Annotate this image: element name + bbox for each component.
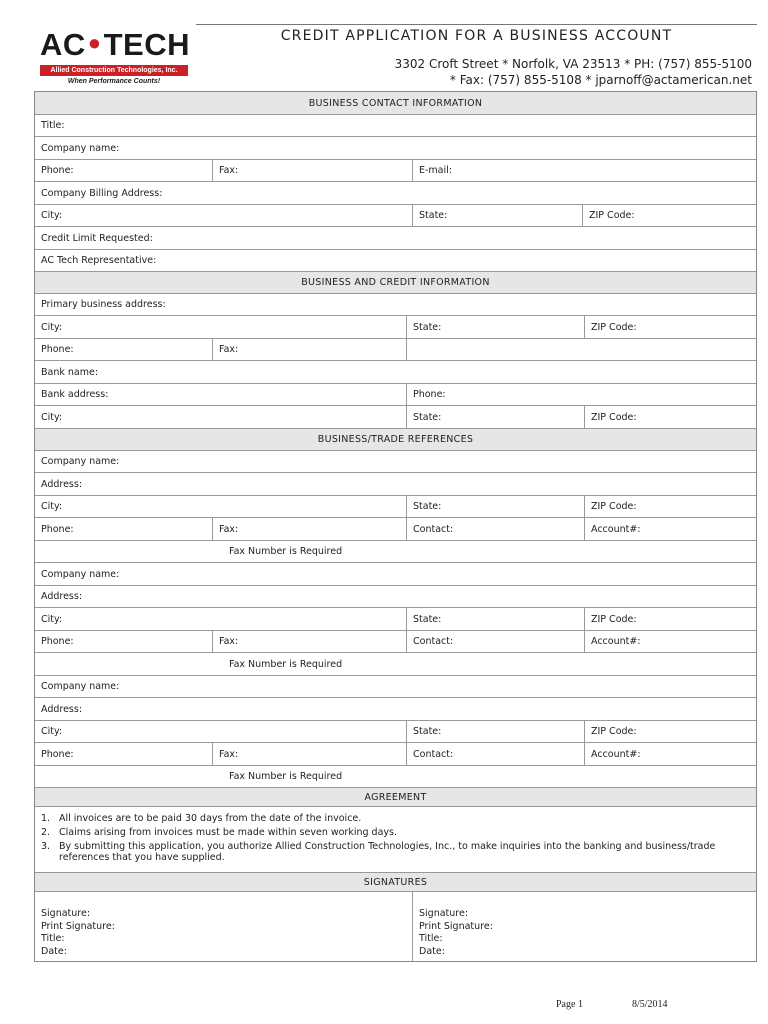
ref-zip-field[interactable]: ZIP Code: bbox=[584, 608, 756, 630]
section-header-row bbox=[35, 92, 756, 114]
bank-name-field[interactable]: Bank name: bbox=[41, 366, 99, 378]
section-heading-agreement: AGREEMENT bbox=[35, 788, 756, 806]
city-field[interactable]: City: bbox=[41, 210, 63, 221]
form-row bbox=[35, 742, 756, 765]
agreement-item bbox=[41, 841, 750, 863]
footer-date: 8/5/2014 bbox=[632, 999, 668, 1010]
form-row bbox=[35, 517, 756, 540]
form-row bbox=[35, 765, 756, 787]
ref-account-field[interactable]: Account#: bbox=[584, 631, 756, 652]
ref-company-field[interactable]: Company name: bbox=[41, 568, 120, 580]
ref-fax-field[interactable]: Fax: bbox=[212, 743, 406, 765]
form-row bbox=[35, 293, 756, 315]
ref-fax-field[interactable]: Fax: bbox=[212, 631, 406, 652]
zip-field[interactable]: ZIP Code: bbox=[584, 316, 756, 338]
form-row bbox=[35, 383, 756, 405]
section-heading-contact: BUSINESS CONTACT INFORMATION bbox=[35, 92, 756, 114]
address-line-2: * Fax: (757) 855-5108 * jparnoff@actamerican.net bbox=[449, 73, 752, 87]
form-row bbox=[35, 114, 756, 136]
state-field[interactable]: State: bbox=[406, 316, 584, 338]
logo-dot-icon: ● bbox=[87, 30, 102, 55]
phone-field[interactable]: Phone: bbox=[41, 165, 74, 176]
agreement-terms bbox=[35, 806, 756, 872]
form-row bbox=[35, 181, 756, 204]
form-row bbox=[35, 450, 756, 472]
bank-zip-field[interactable]: ZIP Code: bbox=[584, 406, 756, 428]
agreement-item-number: 1. bbox=[41, 813, 51, 824]
section-heading-signatures: SIGNATURES bbox=[35, 873, 756, 891]
section-header-row bbox=[35, 271, 756, 293]
logo-wordmark bbox=[40, 27, 192, 63]
ref-phone-field[interactable]: Phone: bbox=[41, 636, 74, 647]
title-label: Title: bbox=[419, 933, 443, 944]
title-label: Title: bbox=[41, 933, 65, 944]
section-heading-references: BUSINESS/TRADE REFERENCES bbox=[35, 429, 756, 450]
logo-ac: AC bbox=[40, 27, 86, 62]
ref-account-field[interactable]: Account#: bbox=[584, 743, 756, 765]
fax-field[interactable]: Fax: bbox=[212, 339, 406, 360]
logo-tagline: When Performance Counts! bbox=[67, 78, 161, 85]
city-field[interactable]: City: bbox=[41, 321, 63, 333]
signature-block-right[interactable] bbox=[412, 892, 756, 961]
fax-required-note: Fax Number is Required bbox=[229, 546, 343, 557]
ref-phone-field[interactable]: Phone: bbox=[41, 748, 74, 760]
state-field[interactable]: State: bbox=[412, 205, 582, 226]
email-field[interactable]: E-mail: bbox=[412, 160, 756, 181]
agreement-item-number: 3. bbox=[41, 841, 51, 852]
logo-company-banner: Allied Construction Technologies, Inc. bbox=[40, 65, 188, 76]
ref-address-field[interactable]: Address: bbox=[41, 591, 83, 602]
company-logo bbox=[40, 27, 192, 88]
print-signature-label: Print Signature: bbox=[419, 920, 493, 932]
credit-limit-field[interactable]: Credit Limit Requested: bbox=[41, 232, 153, 244]
logo-tech: TECH bbox=[103, 27, 190, 62]
section-heading-credit: BUSINESS AND CREDIT INFORMATION bbox=[35, 272, 756, 293]
form-row bbox=[35, 720, 756, 742]
form-row bbox=[35, 315, 756, 338]
ref-company-field[interactable]: Company name: bbox=[41, 456, 120, 467]
form-row bbox=[35, 338, 756, 360]
form-row bbox=[35, 159, 756, 181]
phone-field[interactable]: Phone: bbox=[41, 344, 74, 355]
form-row bbox=[35, 585, 756, 607]
signature-label: Signature: bbox=[41, 908, 91, 919]
ref-city-field[interactable]: City: bbox=[41, 501, 63, 512]
ref-zip-field[interactable]: ZIP Code: bbox=[584, 721, 756, 742]
form-row bbox=[35, 405, 756, 428]
ref-account-field[interactable]: Account#: bbox=[584, 518, 756, 540]
form-row bbox=[35, 495, 756, 517]
blank-field bbox=[406, 339, 756, 360]
bank-city-field[interactable]: City: bbox=[41, 411, 63, 423]
ref-state-field[interactable]: State: bbox=[406, 608, 584, 630]
agreement-item-number: 2. bbox=[41, 827, 51, 838]
fax-required-note: Fax Number is Required bbox=[229, 658, 343, 670]
ref-address-field[interactable]: Address: bbox=[41, 478, 83, 490]
credit-application-form bbox=[34, 91, 757, 962]
ref-contact-field[interactable]: Contact: bbox=[406, 631, 584, 652]
date-label: Date: bbox=[419, 945, 445, 957]
signature-block-left[interactable] bbox=[35, 892, 412, 961]
form-row bbox=[35, 204, 756, 226]
bank-phone-field[interactable]: Phone: bbox=[406, 384, 756, 405]
form-row bbox=[35, 630, 756, 652]
ref-contact-field[interactable]: Contact: bbox=[406, 518, 584, 540]
fax-required-note: Fax Number is Required bbox=[229, 771, 343, 782]
ref-address-field[interactable]: Address: bbox=[41, 703, 83, 715]
form-row bbox=[35, 652, 756, 675]
billing-address-field[interactable]: Company Billing Address: bbox=[41, 187, 163, 199]
page-number: Page 1 bbox=[556, 999, 583, 1010]
section-header-row bbox=[35, 428, 756, 450]
ref-city-field[interactable]: City: bbox=[41, 726, 63, 737]
form-row bbox=[35, 249, 756, 271]
agreement-item-text: All invoices are to be paid 30 days from the date of the invoice. bbox=[59, 813, 362, 824]
agreement-item-text: By submitting this application, you authorize Allied Construction Technologies, Inc., to make inquiries into the banking and business/trade references that you have supplied. bbox=[59, 841, 716, 863]
form-row bbox=[35, 540, 756, 562]
agreement-item bbox=[41, 813, 750, 824]
section-header-row bbox=[35, 787, 756, 806]
zip-field[interactable]: ZIP Code: bbox=[582, 205, 756, 226]
form-row bbox=[35, 472, 756, 495]
print-signature-label: Print Signature: bbox=[41, 920, 115, 932]
header-rule bbox=[196, 24, 757, 25]
ref-phone-field[interactable]: Phone: bbox=[41, 523, 74, 535]
title-field[interactable]: Title: bbox=[41, 120, 65, 131]
form-row bbox=[35, 562, 756, 585]
ref-state-field[interactable]: State: bbox=[406, 721, 584, 742]
form-row bbox=[35, 697, 756, 720]
form-row bbox=[35, 360, 756, 383]
bank-state-field[interactable]: State: bbox=[406, 406, 584, 428]
ref-city-field[interactable]: City: bbox=[41, 613, 63, 625]
ref-contact-field[interactable]: Contact: bbox=[406, 743, 584, 765]
address-line-1: 3302 Croft Street * Norfolk, VA 23513 * PH: (757) 855-5100 bbox=[394, 57, 752, 71]
primary-address-field[interactable]: Primary business address: bbox=[41, 299, 166, 310]
ref-fax-field[interactable]: Fax: bbox=[212, 518, 406, 540]
ref-zip-field[interactable]: ZIP Code: bbox=[584, 496, 756, 517]
form-row bbox=[35, 675, 756, 697]
signature-label: Signature: bbox=[419, 908, 469, 919]
ref-company-field[interactable]: Company name: bbox=[41, 681, 120, 692]
rep-field[interactable]: AC Tech Representative: bbox=[41, 255, 157, 266]
ref-state-field[interactable]: State: bbox=[406, 496, 584, 517]
date-label: Date: bbox=[41, 945, 67, 957]
signature-row bbox=[35, 891, 756, 961]
document-title: CREDIT APPLICATION FOR A BUSINESS ACCOUNT bbox=[280, 28, 673, 44]
fax-field[interactable]: Fax: bbox=[212, 160, 412, 181]
form-row bbox=[35, 136, 756, 159]
form-row bbox=[35, 226, 756, 249]
bank-address-field[interactable]: Bank address: bbox=[41, 389, 109, 400]
section-header-row bbox=[35, 872, 756, 891]
company-name-field[interactable]: Company name: bbox=[41, 142, 120, 154]
agreement-item bbox=[41, 827, 750, 838]
form-row bbox=[35, 607, 756, 630]
agreement-item-text: Claims arising from invoices must be made within seven working days. bbox=[59, 827, 397, 838]
